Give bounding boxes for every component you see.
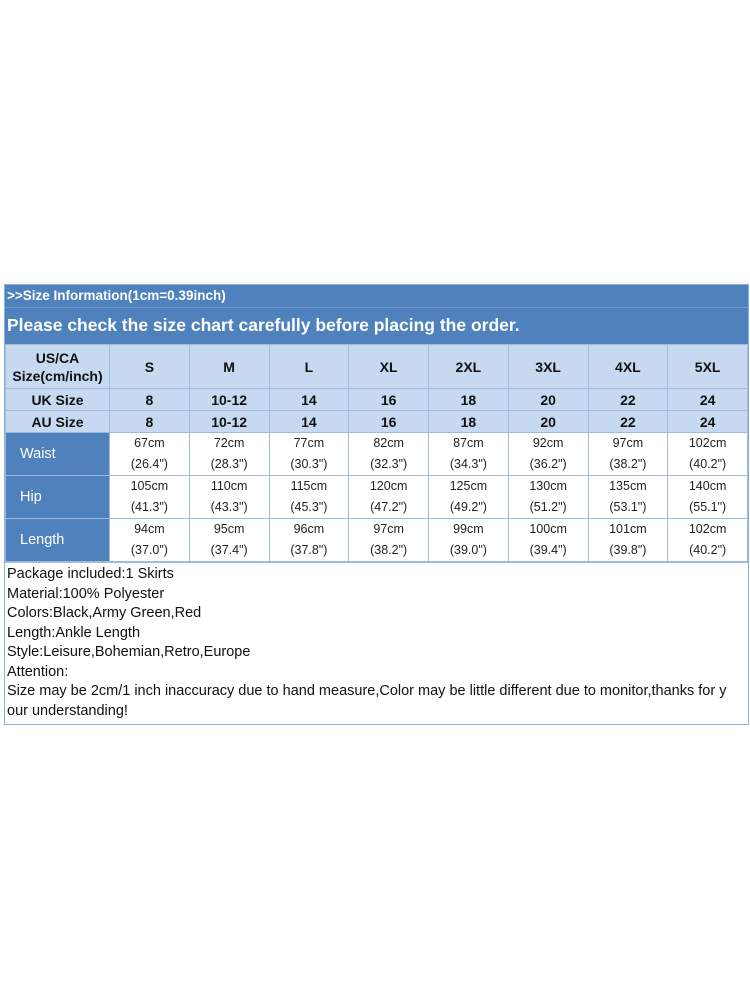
measurement-inch: (43.3") (210, 500, 248, 514)
measurement-inch: (37.4") (210, 543, 248, 557)
measurement-cm: 120cm (369, 479, 408, 493)
measurement-cell (110, 476, 190, 519)
au-size-cell: 22 (588, 411, 668, 433)
measurement-label: Length (6, 519, 110, 562)
measurement-row (6, 476, 748, 519)
measurement-cell (668, 476, 748, 519)
measurement-cm: 97cm (373, 522, 404, 536)
measurement-inch: (40.2") (689, 543, 727, 557)
measurement-cell (349, 433, 429, 476)
uk-size-cell: 8 (110, 389, 190, 411)
measurement-cm: 87cm (453, 436, 484, 450)
measurement-cm: 102cm (688, 522, 727, 536)
measurement-cm: 95cm (213, 522, 245, 536)
measurement-inch: (49.2") (449, 500, 487, 514)
measurement-cm: 99cm (453, 522, 484, 536)
measurement-cm: 77cm (293, 436, 325, 450)
measurement-inch: (40.2") (689, 457, 727, 471)
measurement-label: Hip (6, 476, 110, 519)
measurement-cell (588, 433, 668, 476)
measurement-inch: (28.3") (210, 457, 248, 471)
uk-size-cell: 20 (508, 389, 588, 411)
measurement-cell (508, 433, 588, 476)
measurement-cm: 110cm (210, 479, 248, 493)
measurement-cm: 97cm (612, 436, 644, 450)
note-line: Length:Ankle Length (7, 624, 141, 641)
note-line: Size may be 2cm/1 inch inaccuracy due to hand measure,Color may be little different due to monitor,thanks for y (7, 683, 727, 699)
measurement-inch: (38.2") (370, 543, 408, 557)
measurements-body (6, 433, 748, 562)
measurement-inch: (36.2") (529, 457, 567, 471)
measurement-cell (110, 433, 190, 476)
au-size-cell: 16 (349, 411, 429, 433)
measurement-cm: 72cm (213, 436, 245, 450)
measurement-inch: (55.1") (689, 500, 727, 514)
note-line: Attention: (7, 663, 69, 680)
measurement-inch: (39.8") (609, 543, 647, 557)
us-size-label-line1: US/CA (35, 349, 80, 366)
measurement-cm: 101cm (609, 522, 647, 536)
measurement-cm: 105cm (130, 479, 169, 493)
measurement-cell (508, 519, 588, 562)
measurement-inch: (51.2") (529, 500, 567, 514)
size-cell: XL (349, 345, 429, 389)
measurement-label: Waist (6, 433, 110, 476)
measurement-inch: (30.3") (290, 457, 328, 471)
uk-size-cell: 24 (668, 389, 748, 411)
measurement-cell (588, 519, 668, 562)
measurement-row (6, 433, 748, 476)
uk-size-cell: 18 (429, 389, 509, 411)
measurement-cell (349, 519, 429, 562)
measurement-cell (429, 476, 509, 519)
measurement-cm: 94cm (134, 522, 165, 536)
measurement-inch: (39.4") (529, 543, 567, 557)
measurement-inch: (37.0") (130, 543, 168, 557)
uk-size-cell: 16 (349, 389, 429, 411)
note-line: Colors:Black,Army Green,Red (7, 605, 202, 621)
measurement-cell (588, 476, 668, 519)
au-size-cell: 8 (110, 411, 190, 433)
size-chart (4, 284, 749, 725)
measurement-cm: 115cm (290, 479, 328, 493)
size-cell: 5XL (668, 345, 748, 389)
measurement-cell (668, 433, 748, 476)
measurement-cell (508, 476, 588, 519)
measurement-inch: (53.1") (609, 500, 647, 514)
measurement-cm: 102cm (688, 436, 727, 450)
measurement-cm: 82cm (373, 436, 404, 450)
measurement-cell (269, 476, 349, 519)
measurement-inch: (47.2") (370, 500, 408, 514)
order-notice-header: Please check the size chart carefully before placing the order. (5, 307, 748, 344)
measurement-row (6, 519, 748, 562)
measurement-inch: (32.3") (370, 457, 408, 471)
measurement-inch: (37.8") (290, 543, 328, 557)
au-size-row (6, 411, 748, 433)
uk-size-label: UK Size (6, 389, 110, 411)
size-cell: 4XL (588, 345, 668, 389)
size-info-header: >>Size Information(1cm=0.39inch) (5, 285, 748, 307)
au-size-cell: 20 (508, 411, 588, 433)
uk-size-row (6, 389, 748, 411)
measurement-cell (269, 433, 349, 476)
measurement-inch: (45.3") (290, 500, 328, 514)
size-cell: 3XL (508, 345, 588, 389)
measurement-inch: (34.3") (449, 457, 487, 471)
measurement-cm: 125cm (449, 479, 488, 493)
size-cell: S (110, 345, 190, 389)
size-cell: L (269, 345, 349, 389)
uk-size-cell: 10-12 (189, 389, 269, 411)
size-cell: 2XL (429, 345, 509, 389)
note-line: Material:100% Polyester (7, 585, 165, 602)
measurement-cm: 140cm (688, 479, 727, 493)
size-cell: M (189, 345, 269, 389)
measurement-inch: (39.0") (449, 543, 487, 557)
measurement-cell (668, 519, 748, 562)
note-line: Style:Leisure,Bohemian,Retro,Europe (7, 644, 251, 660)
note-line: Package included:1 Skirts (7, 566, 174, 582)
us-size-label (6, 345, 110, 389)
measurement-cm: 100cm (529, 522, 567, 536)
au-size-cell: 24 (668, 411, 748, 433)
au-size-cell: 10-12 (189, 411, 269, 433)
measurement-cell (349, 476, 429, 519)
measurement-cell (189, 519, 269, 562)
au-size-cell: 18 (429, 411, 509, 433)
measurement-cm: 135cm (609, 479, 647, 493)
measurement-inch: (41.3") (130, 500, 168, 514)
measurement-cm: 67cm (134, 436, 165, 450)
au-size-cell: 14 (269, 411, 349, 433)
measurement-cell (110, 519, 190, 562)
measurement-cm: 130cm (529, 479, 567, 493)
product-notes (5, 562, 748, 724)
measurement-cell (189, 476, 269, 519)
measurement-cm: 92cm (532, 436, 564, 450)
measurement-inch: (26.4") (130, 457, 168, 471)
measurement-inch: (38.2") (609, 457, 647, 471)
note-line: our understanding! (7, 702, 128, 719)
us-size-label-line2: Size(cm/inch) (12, 367, 103, 384)
uk-size-cell: 22 (588, 389, 668, 411)
measurement-cell (429, 433, 509, 476)
measurement-cm: 96cm (293, 522, 325, 536)
size-table (5, 344, 748, 562)
measurement-cell (269, 519, 349, 562)
au-size-label: AU Size (6, 411, 110, 433)
measurement-cell (189, 433, 269, 476)
uk-size-cell: 14 (269, 389, 349, 411)
measurement-cell (429, 519, 509, 562)
us-size-row (6, 345, 748, 389)
